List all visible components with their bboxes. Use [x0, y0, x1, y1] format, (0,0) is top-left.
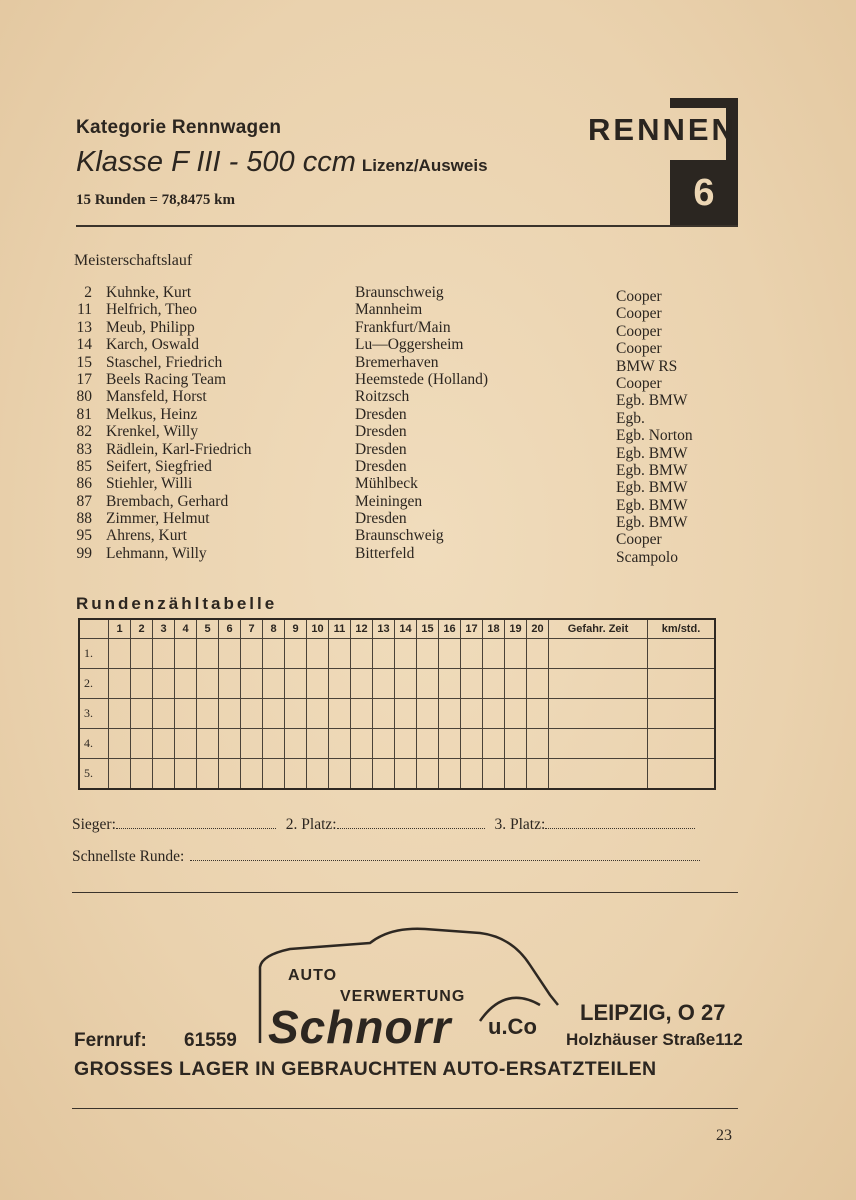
fastest-lap-label: Schnellste Runde:: [72, 848, 185, 865]
entry-car: BMW RS: [616, 357, 678, 375]
entry-car: Egb. Norton: [616, 427, 693, 445]
entry-car: Cooper: [616, 374, 662, 392]
lap-cell[interactable]: [307, 729, 329, 759]
speed-header: km/std.: [648, 619, 716, 639]
entry-car: Egb. BMW: [616, 479, 688, 497]
driver-name: Brembach, Gerhard: [106, 492, 229, 510]
lap-cell[interactable]: [153, 669, 175, 699]
lap-cell[interactable]: [417, 729, 439, 759]
lap-header: 10: [307, 619, 329, 639]
entry-car: Egb. BMW: [616, 496, 688, 514]
lap-cell[interactable]: [307, 759, 329, 790]
lap-cell[interactable]: [483, 699, 505, 729]
lap-cell[interactable]: [417, 759, 439, 790]
entry-city: Dresden: [355, 457, 407, 475]
entry-city: Bremerhaven: [355, 353, 439, 371]
third-place-label: 3. Platz:: [494, 816, 546, 833]
entry-number: 87: [76, 492, 92, 510]
lap-cell[interactable]: [131, 729, 153, 759]
driver-name: Melkus, Heinz: [106, 405, 198, 423]
lap-header: 6: [219, 619, 241, 639]
lap-cell[interactable]: [505, 699, 527, 729]
driver-name: Seifert, Siegfried: [106, 457, 212, 475]
lap-cell[interactable]: [439, 669, 461, 699]
entry-city: Dresden: [355, 510, 407, 528]
lap-cell[interactable]: [505, 729, 527, 759]
ad-brand-name: Schnorr: [268, 1001, 452, 1053]
lap-cell[interactable]: [329, 699, 351, 729]
lap-cell[interactable]: [263, 699, 285, 729]
driver-name: Karch, Oswald: [106, 336, 199, 354]
lap-header: 11: [329, 619, 351, 639]
lap-cell[interactable]: [153, 759, 175, 790]
lap-cell[interactable]: [395, 699, 417, 729]
time-cell[interactable]: [549, 729, 648, 759]
lap-cell[interactable]: [439, 729, 461, 759]
lap-cell[interactable]: [417, 669, 439, 699]
entry-car: Egb. BMW: [616, 444, 688, 462]
lap-cell[interactable]: [285, 669, 307, 699]
lap-cell[interactable]: [263, 669, 285, 699]
header-divider: [76, 225, 738, 227]
second-place-label: 2. Platz:: [285, 816, 337, 833]
lap-cell[interactable]: [439, 639, 461, 669]
driver-name: Ahrens, Kurt: [106, 527, 187, 545]
lap-header: 2: [131, 619, 153, 639]
lap-header: 12: [351, 619, 373, 639]
entry-city: Dresden: [355, 423, 407, 441]
lap-cell[interactable]: [329, 639, 351, 669]
lap-header: 7: [241, 619, 263, 639]
table-row: [79, 759, 715, 790]
lap-cell[interactable]: [263, 729, 285, 759]
lap-cell[interactable]: [373, 669, 395, 699]
lap-cell[interactable]: [109, 759, 131, 790]
lap-cell[interactable]: [197, 669, 219, 699]
lap-cell[interactable]: [197, 639, 219, 669]
lap-cell[interactable]: [461, 699, 483, 729]
footer-divider: [72, 1108, 738, 1109]
lap-header: 16: [439, 619, 461, 639]
lap-cell[interactable]: [307, 669, 329, 699]
table-row: [79, 699, 715, 729]
ad-slogan: GROSSES LAGER IN GEBRAUCHTEN AUTO-ERSATZTEILEN: [74, 1058, 657, 1080]
entry-city: Frankfurt/Main: [355, 318, 451, 336]
lap-cell[interactable]: [109, 729, 131, 759]
driver-name: Beels Racing Team: [106, 370, 227, 388]
entry-row: [60, 544, 760, 566]
entry-row: [60, 475, 760, 497]
race-label: RENNEN: [588, 112, 737, 147]
lap-table-title: Rundenzähltabelle: [76, 594, 278, 613]
winner-blank[interactable]: [116, 816, 276, 829]
lap-cell[interactable]: [483, 669, 505, 699]
entry-number: 15: [76, 353, 92, 371]
lap-header: 8: [263, 619, 285, 639]
lap-cell[interactable]: [219, 699, 241, 729]
lap-cell[interactable]: [461, 729, 483, 759]
entry-row: [60, 405, 760, 427]
lap-cell[interactable]: [285, 699, 307, 729]
entry-row: [60, 353, 760, 375]
placings-line: [72, 816, 695, 834]
lap-cell[interactable]: [461, 639, 483, 669]
lap-cell[interactable]: [197, 699, 219, 729]
race-number-badge: 6: [670, 160, 738, 226]
lap-header: 20: [527, 619, 549, 639]
entry-row: [60, 318, 760, 340]
lap-cell[interactable]: [131, 639, 153, 669]
entry-city: Mühlbeck: [355, 475, 418, 493]
lap-cell[interactable]: [505, 759, 527, 790]
entry-city: Heemstede (Holland): [355, 370, 488, 388]
lap-cell[interactable]: [417, 639, 439, 669]
lap-header: 5: [197, 619, 219, 639]
time-cell[interactable]: [549, 699, 648, 729]
lap-cell[interactable]: [153, 729, 175, 759]
driver-name: Mansfeld, Horst: [106, 388, 207, 406]
lap-cell[interactable]: [351, 639, 373, 669]
lap-cell[interactable]: [219, 639, 241, 669]
ad-verwertung-label: VERWERTUNG: [340, 988, 466, 1005]
lap-cell[interactable]: [219, 729, 241, 759]
lap-header: 4: [175, 619, 197, 639]
entry-row: [60, 388, 760, 410]
lap-header: 19: [505, 619, 527, 639]
entry-car: Cooper: [616, 305, 662, 323]
lap-cell[interactable]: [175, 729, 197, 759]
entry-number: 13: [76, 318, 92, 336]
class-title: Klasse F III - 500 ccm: [76, 146, 356, 178]
lap-cell[interactable]: [131, 759, 153, 790]
entry-list: [60, 284, 760, 566]
lap-cell[interactable]: [175, 669, 197, 699]
third-place-blank[interactable]: [545, 816, 695, 829]
entry-row: [60, 510, 760, 532]
ad-phone-number: 61559: [184, 1030, 237, 1051]
lap-cell[interactable]: [153, 639, 175, 669]
lap-cell[interactable]: [241, 669, 263, 699]
entry-city: Dresden: [355, 405, 407, 423]
position-label: 1.: [79, 639, 109, 669]
entry-number: 82: [76, 423, 92, 441]
table-row: [79, 669, 715, 699]
ad-city: LEIPZIG, O 27: [580, 1000, 726, 1025]
lap-cell[interactable]: [395, 639, 417, 669]
entry-city: Dresden: [355, 440, 407, 458]
entry-car: Egb. BMW: [616, 514, 688, 532]
lap-cell[interactable]: [395, 669, 417, 699]
lap-cell[interactable]: [527, 639, 549, 669]
lap-header: 18: [483, 619, 505, 639]
entry-number: 83: [76, 440, 92, 458]
table-row: [79, 729, 715, 759]
entry-number: 99: [76, 544, 92, 562]
entry-row: [60, 284, 760, 305]
lap-cell[interactable]: [417, 699, 439, 729]
speed-cell[interactable]: [648, 639, 716, 669]
driver-name: Kuhnke, Kurt: [106, 284, 192, 301]
entry-row: [60, 336, 760, 358]
lap-cell[interactable]: [351, 759, 373, 790]
lap-header: 9: [285, 619, 307, 639]
entry-city: Bitterfeld: [355, 544, 415, 562]
lap-header: 13: [373, 619, 395, 639]
lap-cell[interactable]: [307, 639, 329, 669]
entry-row: [60, 527, 760, 549]
entry-car: Cooper: [616, 340, 662, 358]
lap-count-table: [78, 618, 716, 790]
position-label: 2.: [79, 669, 109, 699]
lap-cell[interactable]: [461, 669, 483, 699]
driver-name: Zimmer, Helmut: [106, 510, 210, 528]
lap-table-header: [79, 619, 715, 639]
lap-cell[interactable]: [395, 759, 417, 790]
results-divider: [72, 892, 738, 893]
lap-cell[interactable]: [263, 639, 285, 669]
ad-brand-suffix: u.Co: [488, 1014, 537, 1039]
lap-cell[interactable]: [439, 699, 461, 729]
entry-number: 95: [76, 527, 92, 545]
entry-car: Scampolo: [616, 548, 678, 566]
lap-cell[interactable]: [527, 759, 549, 790]
fastest-lap-line: [72, 848, 700, 866]
entry-car: Cooper: [616, 531, 662, 549]
entry-number: 11: [77, 301, 92, 319]
speed-cell[interactable]: [648, 699, 716, 729]
lap-cell[interactable]: [395, 729, 417, 759]
lap-cell[interactable]: [527, 729, 549, 759]
lap-cell[interactable]: [483, 729, 505, 759]
entry-number: 80: [76, 388, 92, 406]
lap-cell[interactable]: [175, 759, 197, 790]
lap-cell[interactable]: [373, 759, 395, 790]
entry-row: [60, 457, 760, 479]
lap-cell[interactable]: [241, 729, 263, 759]
lap-cell[interactable]: [527, 699, 549, 729]
lap-cell[interactable]: [351, 669, 373, 699]
lap-cell[interactable]: [109, 639, 131, 669]
lap-cell[interactable]: [483, 759, 505, 790]
driver-name: Meub, Philipp: [106, 318, 195, 336]
position-label: 3.: [79, 699, 109, 729]
position-label: 4.: [79, 729, 109, 759]
lap-cell[interactable]: [483, 639, 505, 669]
ad-phone-label: Fernruf:: [74, 1030, 147, 1051]
entry-city: Braunschweig: [355, 527, 444, 545]
table-row: [79, 639, 715, 669]
fastest-lap-blank[interactable]: [190, 848, 700, 861]
lap-cell[interactable]: [307, 699, 329, 729]
entry-city: Meiningen: [355, 492, 423, 510]
driver-name: Staschel, Friedrich: [106, 353, 223, 371]
entry-car: Cooper: [616, 288, 662, 305]
ad-street: Holzhäuser Straße112: [566, 1030, 743, 1049]
speed-cell[interactable]: [648, 729, 716, 759]
lap-cell[interactable]: [263, 759, 285, 790]
lap-cell[interactable]: [241, 759, 263, 790]
time-cell[interactable]: [549, 759, 648, 790]
lap-cell[interactable]: [131, 699, 153, 729]
driver-name: Krenkel, Willy: [106, 423, 199, 441]
time-header: Gefahr. Zeit: [549, 619, 648, 639]
ad-auto-label: AUTO: [288, 967, 338, 984]
entry-car: Cooper: [616, 322, 662, 340]
page-number: 23: [716, 1127, 732, 1144]
entry-number: 88: [76, 510, 92, 528]
time-cell[interactable]: [549, 639, 648, 669]
corner-cell: [79, 619, 109, 639]
lap-header: 15: [417, 619, 439, 639]
entry-number: 85: [76, 457, 92, 475]
lap-cell[interactable]: [197, 729, 219, 759]
laps-distance: 15 Runden = 78,8475 km: [76, 192, 235, 208]
driver-name: Rädlein, Karl-Friedrich: [106, 440, 252, 458]
driver-name: Lehmann, Willy: [106, 544, 207, 562]
lap-cell[interactable]: [219, 759, 241, 790]
position-label: 5.: [79, 759, 109, 790]
entry-car: Egb. BMW: [616, 392, 688, 410]
second-place-blank[interactable]: [337, 816, 485, 829]
lap-cell[interactable]: [175, 699, 197, 729]
entry-number: 17: [76, 370, 92, 388]
lap-cell[interactable]: [329, 669, 351, 699]
speed-cell[interactable]: [648, 669, 716, 699]
entry-row: [60, 492, 760, 514]
lap-cell[interactable]: [197, 759, 219, 790]
lap-cell[interactable]: [219, 669, 241, 699]
lap-cell[interactable]: [329, 759, 351, 790]
lap-cell[interactable]: [351, 699, 373, 729]
entry-row: [60, 440, 760, 462]
section-title: Meisterschaftslauf: [74, 252, 193, 269]
entry-car: Egb.: [616, 409, 645, 427]
lap-cell[interactable]: [439, 759, 461, 790]
winner-label: Sieger:: [72, 816, 116, 833]
lap-cell[interactable]: [131, 669, 153, 699]
lap-cell[interactable]: [153, 699, 175, 729]
entry-city: Mannheim: [355, 301, 423, 319]
lap-cell[interactable]: [461, 759, 483, 790]
lap-cell[interactable]: [241, 699, 263, 729]
license-label: Lizenz/Ausweis: [361, 156, 488, 175]
entry-number: 81: [76, 405, 92, 423]
lap-cell[interactable]: [351, 729, 373, 759]
entry-row: [60, 301, 760, 323]
lap-cell[interactable]: [373, 729, 395, 759]
lap-cell[interactable]: [373, 639, 395, 669]
entry-number: 86: [76, 475, 92, 493]
lap-cell[interactable]: [285, 759, 307, 790]
time-cell[interactable]: [549, 669, 648, 699]
entry-number: 2: [84, 284, 92, 301]
lap-header: 14: [395, 619, 417, 639]
lap-cell[interactable]: [505, 669, 527, 699]
lap-cell[interactable]: [505, 639, 527, 669]
lap-header: 3: [153, 619, 175, 639]
lap-cell[interactable]: [109, 669, 131, 699]
speed-cell[interactable]: [648, 759, 716, 790]
lap-cell[interactable]: [241, 639, 263, 669]
lap-header: 1: [109, 619, 131, 639]
entry-city: Lu—Oggersheim: [355, 336, 464, 354]
lap-header: 17: [461, 619, 483, 639]
entry-row: [60, 423, 760, 445]
entry-city: Braunschweig: [355, 284, 444, 301]
lap-cell[interactable]: [285, 639, 307, 669]
lap-cell[interactable]: [285, 729, 307, 759]
lap-cell[interactable]: [109, 699, 131, 729]
driver-name: Helfrich, Theo: [106, 301, 197, 319]
lap-cell[interactable]: [175, 639, 197, 669]
entry-row: [60, 370, 760, 392]
class-heading: [76, 146, 488, 179]
lap-cell[interactable]: [373, 699, 395, 729]
lap-cell[interactable]: [527, 669, 549, 699]
category-heading: Kategorie Rennwagen: [76, 117, 282, 138]
lap-cell[interactable]: [329, 729, 351, 759]
entry-city: Roitzsch: [355, 388, 410, 406]
entry-number: 14: [76, 336, 92, 354]
driver-name: Stiehler, Willi: [106, 475, 193, 493]
entry-car: Egb. BMW: [616, 461, 688, 479]
